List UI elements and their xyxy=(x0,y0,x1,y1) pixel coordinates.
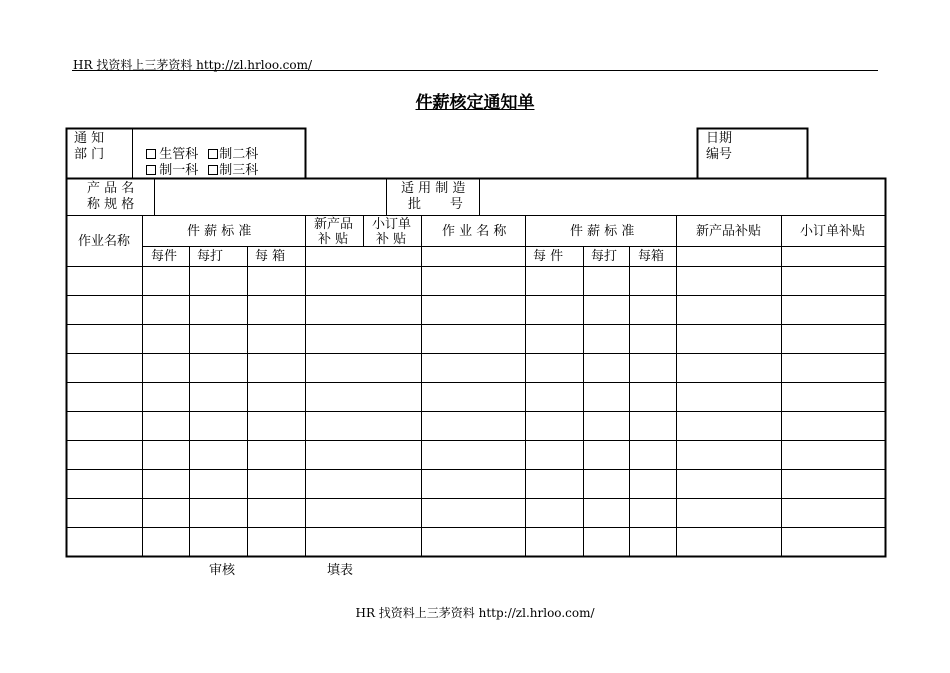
col-small-order-2: 小订单补贴 xyxy=(800,224,866,239)
sub-per-box: 每 箱 xyxy=(255,249,286,264)
number-label: 编号 xyxy=(706,147,733,162)
col-new-product-l2: 补 贴 xyxy=(318,232,349,247)
batch-number-field[interactable] xyxy=(481,180,884,214)
fill-label: 填表 xyxy=(327,563,354,578)
product-spec-field[interactable] xyxy=(156,180,385,214)
batch-label-line2: 批 号 xyxy=(408,197,463,212)
col-job-name-2: 作 业 名 称 xyxy=(442,224,507,239)
col-small-order-l2: 补 贴 xyxy=(376,232,407,247)
col-job-name: 作业名称 xyxy=(78,234,131,249)
product-label-line1: 产 品 名 xyxy=(87,181,135,196)
form-title: 件薪核定通知单 xyxy=(415,93,535,113)
dept-label-line1: 通 知 xyxy=(74,131,105,146)
product-label-line2: 称 规 格 xyxy=(87,197,135,212)
sub-per-piece: 每件 xyxy=(151,249,178,264)
dept-label-line2: 部 门 xyxy=(74,147,105,162)
col-piece-wage-2: 件 薪 标 准 xyxy=(570,224,635,239)
batch-label-line1: 适 用 制 造 xyxy=(401,181,466,196)
sub-per-box-2: 每箱 xyxy=(638,249,665,264)
col-piece-wage: 件 薪 标 准 xyxy=(187,224,252,239)
date-label: 日期 xyxy=(706,131,733,146)
option-label: 制三科 xyxy=(219,163,259,178)
checkbox-icon[interactable] xyxy=(146,165,156,175)
col-new-product-l1: 新产品 xyxy=(314,217,354,232)
sub-per-dozen-2: 每打 xyxy=(591,249,618,264)
option-label: 制二科 xyxy=(219,147,259,162)
col-small-order-l1: 小订单 xyxy=(372,217,412,232)
review-label: 审核 xyxy=(209,563,236,578)
col-new-product-2: 新产品补贴 xyxy=(696,224,762,239)
sub-per-dozen: 每打 xyxy=(197,249,224,264)
option-label: 生管科 xyxy=(159,147,199,162)
page-header: HR 找资料上三茅资料 http://zl.hrloo.com/ xyxy=(73,58,313,72)
sub-per-piece-2: 每 件 xyxy=(533,249,564,264)
checkbox-icon[interactable] xyxy=(208,165,218,175)
dept-option-4[interactable] xyxy=(200,147,258,179)
option-label: 制一科 xyxy=(159,163,199,178)
page-footer: HR 找资料上三茅资料 http://zl.hrloo.com/ xyxy=(355,606,595,620)
dept-option-3[interactable] xyxy=(138,147,198,179)
